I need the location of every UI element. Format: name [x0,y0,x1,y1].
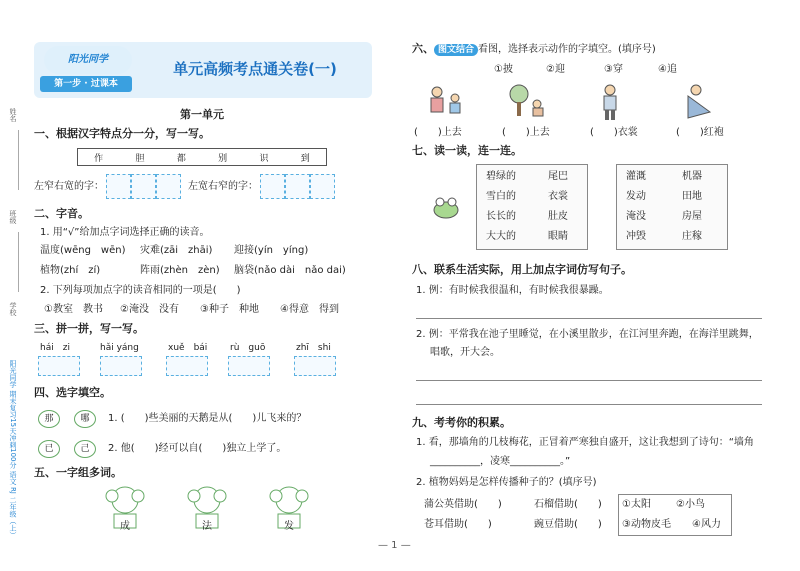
answer-line[interactable] [416,318,762,319]
class-label: 班级 [9,210,17,224]
illustration-icon [505,84,549,120]
q9-answer: ③动物皮毛 [622,519,671,530]
q7-right-item[interactable]: 发动 [626,191,646,202]
q3-pinyin: zhī shi [296,343,331,353]
q7-left-item[interactable]: 肚皮 [548,211,568,222]
writing-cell[interactable] [166,356,208,376]
q8-example1: 1. 例：有时候我很温和，有时候我很暴躁。 [416,285,609,296]
writing-cell[interactable] [38,356,80,376]
q7-title: 七、读一读，连一连。 [412,144,522,157]
brand-logo: 阳光同学 [44,46,132,74]
q2-item[interactable]: 阵雨(zhèn zèn) [140,265,220,276]
q7-left-item[interactable]: 碧绿的 [486,171,516,182]
name-label: 姓名 [9,108,17,122]
writing-cell[interactable] [285,174,310,199]
char-bubble: 那 [38,410,60,428]
q2-item[interactable]: 灾难(zāi zhāi) [140,245,213,256]
q4-title: 四、选字填空。 [34,386,111,399]
q7-right-item[interactable]: 田地 [682,191,702,202]
q7-left-item[interactable]: 衣裳 [548,191,568,202]
q7-left-item[interactable]: 眼睛 [548,231,568,242]
q1-char: 都 [176,153,186,164]
q5-title: 五、一字组多词。 [34,466,122,479]
q3-pinyin: rù guō [230,343,266,353]
q1-char: 胆 [135,153,145,164]
q9-answer: ②小鸟 [676,499,705,510]
q3-pinyin: hái zi [40,343,70,353]
writing-cell[interactable] [100,356,142,376]
writing-cell[interactable] [156,174,181,199]
series-label: 阳光同学 期末复习15天冲刺100分 语文 RJ 二年级（上） [9,360,17,539]
q2-item[interactable]: 温度(wēng wēn) [40,245,126,256]
q7-left-item[interactable]: 尾巴 [548,171,568,182]
illustration-icon [598,84,622,122]
q7-right-item[interactable]: 淹没 [626,211,646,222]
illustration-icon [425,84,465,120]
writing-cell[interactable] [228,356,270,376]
q7-left-item[interactable]: 大大的 [486,231,516,242]
q6-blank[interactable]: ( )衣裳 [590,127,638,138]
q3-title: 三、拼一拼，写一写。 [34,322,144,335]
char-bubble: 己 [74,440,96,458]
q2-item[interactable]: 植物(zhí zí) [40,265,101,276]
q6-title-rest: 看图，选择表示动作的字填空。(填序号) [478,44,656,55]
q2-option[interactable]: ②淹没 没有 [120,304,179,315]
page-title: 单元高频考点通关卷(一) [173,60,337,78]
frog-icon [430,194,462,220]
q9-sentence2: 2. 植物妈妈是怎样传播种子的？(填序号) [416,477,597,488]
writing-cell[interactable] [294,356,336,376]
q1-left-label: 左窄右宽的字： [34,181,104,192]
q7-right-item[interactable]: 冲毁 [626,231,646,242]
q6-blank[interactable]: ( )上去 [502,127,550,138]
writing-cell[interactable] [260,174,285,199]
q6-tag: 图文结合 [434,44,478,56]
q1-right-label: 左宽右窄的字： [188,181,258,192]
q6-blank[interactable]: ( )红袍 [676,127,724,138]
q4-line2: 2. 他( )经可以自( )独立上学了。 [108,443,287,454]
q7-right-item[interactable]: 庄稼 [682,231,702,242]
q9-item[interactable]: 豌豆借助( ) [534,519,602,530]
q9-answer: ④风力 [692,519,721,530]
q7-left-item[interactable]: 雪白的 [486,191,516,202]
q2-option[interactable]: ④得意 得到 [280,304,339,315]
q3-pinyin: hǎi yáng [100,343,139,353]
q9-sentence1b[interactable]: __________，凌寒__________。” [430,456,571,467]
q7-right-item[interactable]: 灌溉 [626,171,646,182]
q1-char: 别 [218,153,228,164]
q2-item[interactable]: 迎接(yín yíng) [234,245,309,256]
char-bubble: 已 [38,440,60,458]
q1-char: 作 [94,153,104,164]
q1-char-box [77,148,327,166]
q6-option: ①披 [494,64,513,75]
answer-line[interactable] [416,380,762,381]
q4-line1: 1. ( )些美丽的天鹅是从( )儿飞来的？ [108,413,307,424]
q1-title: 一、根据汉字特点分一分，写一写。 [34,127,210,140]
step-badge: 第一步 · 过课本 [40,76,132,92]
unit-title: 第一单元 [180,108,224,121]
q8-title: 八、联系生活实际，用上加点字词仿写句子。 [412,263,632,276]
writing-cell[interactable] [106,174,131,199]
q5-char: 成 [120,521,130,532]
q9-sentence1a: 1. 看，那墙角的几枝梅花，正冒着严寒独自盛开，这让我想到了诗句：“墙角 [416,437,754,448]
q6-option: ②迎 [546,64,565,75]
q2-sub1: 1. 用“√”给加点字词选择正确的读音。 [40,227,210,238]
q2-item[interactable]: 脑袋(nǎo dài nǎo dai) [234,265,346,276]
writing-cell[interactable] [131,174,156,199]
q6-title [412,42,656,57]
q6-blank[interactable]: ( )上去 [414,127,462,138]
q9-title: 九、考考你的积累。 [412,416,511,429]
q6-option: ④追 [658,64,677,75]
page-number: — 1 — [378,540,411,551]
q6-option: ③穿 [604,64,623,75]
q8-example2a: 2. 例：平常我在池子里睡觉，在小溪里散步，在江河里奔跑，在海洋里跳舞， [416,329,759,340]
writing-cell[interactable] [310,174,335,199]
q2-sub2: 2. 下列每项加点字的读音相同的一项是( ) [40,285,241,296]
school-label: 学校 [9,302,17,316]
q9-item[interactable]: 蒲公英借助( ) [424,499,502,510]
q2-option[interactable]: ①教室 教书 [44,304,103,315]
q9-item[interactable]: 石榴借助( ) [534,499,602,510]
q5-char: 法 [202,521,212,532]
q7-right-item[interactable]: 机器 [682,171,702,182]
q2-title: 二、字音。 [34,207,89,220]
q3-pinyin: xuě bái [168,343,208,353]
q7-right-item[interactable]: 房屋 [682,211,702,222]
illustration-icon [680,84,716,122]
q9-answer: ①太阳 [622,499,651,510]
q5-char: 发 [284,521,294,532]
q2-option[interactable]: ③种子 种地 [200,304,259,315]
char-bubble: 哪 [74,410,96,428]
q1-char: 到 [300,153,310,164]
q8-example2b: 唱歌，开大会。 [430,347,500,358]
q6-title-prefix: 六、 [412,42,434,55]
q9-item[interactable]: 苍耳借助( ) [424,519,492,530]
q7-left-item[interactable]: 长长的 [486,211,516,222]
binding-sidebar [0,0,26,571]
q1-char: 识 [259,153,269,164]
answer-line[interactable] [416,404,762,405]
